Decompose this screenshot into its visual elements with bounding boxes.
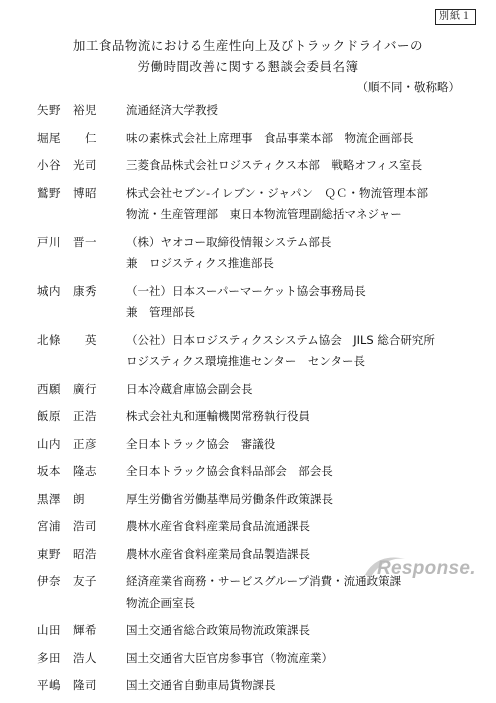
- member-name: 城内 康秀: [37, 283, 97, 298]
- row-spacer: [0, 697, 496, 703]
- member-affiliation: 全日本トラック協会食料品部会 部会長: [126, 464, 333, 478]
- member-name: 伊奈 友子: [37, 574, 97, 588]
- member-affiliation: 国土交通省総合政策局物流政策課長: [126, 623, 310, 637]
- member-affiliation: 国土交通省自動車局貨物課長: [126, 678, 276, 692]
- member-row: [0, 128, 496, 150]
- member-affiliation: 物流企画室長: [126, 595, 195, 610]
- member-affiliation: 兼 ロジスティクス推進部長: [126, 256, 274, 270]
- member-affiliation: 兼 管理部長: [126, 305, 195, 319]
- member-row: [0, 253, 496, 275]
- member-row: [0, 155, 496, 177]
- member-row: [0, 620, 496, 642]
- member-affiliation: 国土交通省大臣官房参事官（物流産業）: [126, 650, 333, 665]
- member-affiliation: 厚生労働省労働基準局労働条件政策課長: [126, 491, 333, 506]
- member-row: [0, 406, 496, 428]
- member-affiliation: 株式会社セブン‐イレブン・ジャパン ＱＣ・物流管理本部: [126, 185, 428, 200]
- ordering-note: （順不同・敬称略）: [356, 80, 460, 94]
- attachment-tag: 別紙１: [435, 9, 476, 25]
- member-name: 西願 廣行: [37, 381, 97, 396]
- member-affiliation: 農林水産省食料産業局食品製造課長: [126, 546, 310, 561]
- member-name: 戸川 晋一: [37, 234, 97, 249]
- member-name: 山田 輝希: [37, 623, 97, 637]
- member-affiliation: 物流・生産管理部 東日本物流管理副総括マネジャー: [126, 207, 402, 221]
- member-row: [0, 379, 496, 401]
- member-name: 東野 昭浩: [37, 546, 97, 561]
- watermark-text: Response.: [377, 558, 476, 579]
- member-name: 矢野 裕児: [37, 103, 97, 117]
- member-affiliation: 日本冷蔵倉庫協会副会長: [126, 381, 253, 396]
- document-title-line2: 労働時間改善に関する懇談会委員名簿: [137, 59, 359, 74]
- member-name: 山内 正彦: [37, 436, 97, 451]
- member-row: [0, 593, 496, 615]
- member-name: 小谷 光司: [37, 158, 97, 172]
- member-row: [0, 516, 496, 538]
- member-row: [0, 648, 496, 670]
- member-row: [0, 489, 496, 511]
- member-row: [0, 330, 496, 352]
- member-affiliation: （公社）日本ロジスティクスシステム協会 JILS 総合研究所: [126, 332, 435, 347]
- member-row: [0, 100, 496, 122]
- response-logo: [363, 553, 487, 585]
- member-row: [0, 434, 496, 456]
- member-row: [0, 461, 496, 483]
- member-affiliation: 農林水産省食料産業局食品流通課長: [126, 519, 310, 533]
- member-name: 北條 英: [37, 332, 97, 347]
- member-affiliation: 株式会社丸和運輸機関常務執行役員: [126, 409, 310, 423]
- member-affiliation: 味の素株式会社上席理事 食品事業本部 物流企画部長: [126, 130, 414, 145]
- member-list: [0, 100, 496, 703]
- member-affiliation: ロジスティクス環境推進センター センター長: [126, 354, 365, 368]
- member-name: 平嶋 隆司: [37, 678, 97, 692]
- member-affiliation: （株）ヤオコー取締役情報システム部長: [126, 234, 332, 249]
- member-name: 堀尾 仁: [37, 130, 97, 145]
- member-name: 飯原 正浩: [37, 409, 97, 423]
- member-name: 宮浦 浩司: [37, 519, 97, 533]
- member-affiliation: 全日本トラック協会 審議役: [126, 436, 276, 451]
- member-affiliation: 経済産業省商務・サービスグループ消費・流通政策課: [126, 574, 402, 588]
- member-row: [0, 302, 496, 324]
- member-row: [0, 232, 496, 254]
- document-title-line1: 加工食品物流における生産性向上及びトラックドライバーの: [72, 38, 424, 53]
- member-name: 鷲野 博昭: [37, 185, 97, 200]
- member-row: [0, 281, 496, 303]
- member-row: [0, 351, 496, 373]
- member-row: [0, 183, 496, 205]
- member-name: 坂本 隆志: [37, 464, 97, 478]
- member-row: [0, 204, 496, 226]
- member-affiliation: 三菱食品株式会社ロジスティクス本部 戦略オフィス室長: [126, 158, 423, 172]
- member-affiliation: （一社）日本スーパーマーケット協会事務局長: [126, 283, 366, 298]
- member-row: [0, 675, 496, 697]
- member-name: 黒澤 朗: [37, 491, 85, 506]
- member-name: 多田 浩人: [37, 650, 97, 665]
- member-affiliation: 流通経済大学教授: [126, 103, 218, 117]
